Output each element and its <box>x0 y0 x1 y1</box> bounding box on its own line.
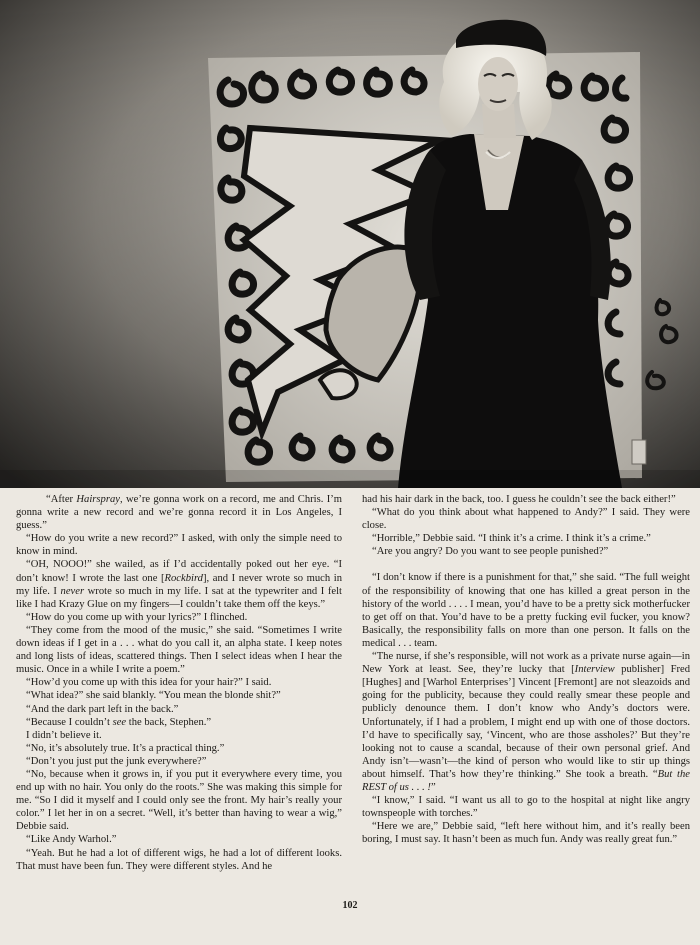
paragraph: “No, it’s absolutely true. It’s a practical thing.” <box>26 742 225 754</box>
paragraph: “After Hairspray, we’re gonna work on a record, me and Chris. I’m gonna write a new record and we’re gonna record it in Los Angeles, I guess.” <box>16 494 342 532</box>
paragraph: “Horrible,” Debbie said. “I think it’s a crime. I think it’s a crime.” <box>372 533 651 545</box>
paragraph: “The nurse, if she’s responsible, will not work as a private nurse again—in New York at least. See, they’re lucky that [Interview publisher] Fred [Hughes] and [Warhol Enterprises’] Vincent [Fremont] are not sleazoids and going for the publicity, because they could really smear these people and publicly denounce them. I don’t know who Andy’s doctors were. Unfortunately, if I had a problem, I might end up with one of those doctors. I’d have to specifically say, ‘Vincent, who are those assholes?’ But they’re looking not to cause a scandal, because of their own personal grief. And Andy isn’t—wasn’t—the kind of person who would like to stir up things about himself. That’s how they’re thinking.” She took a breath. “But the REST of us . . . !” <box>362 651 690 793</box>
paragraph: “What do you think about what happened to Andy?” I said. They were close. <box>362 507 690 532</box>
paragraph: “How’d you come up with this idea for your hair?” I said. <box>26 677 272 689</box>
paragraph: I didn’t believe it. <box>26 729 102 741</box>
paragraph: “And the dark part left in the back.” <box>26 703 179 715</box>
page-number: 102 <box>342 900 358 911</box>
paragraph: “Yeah. But he had a lot of different wigs, he had a lot of different looks. That must have been fun. They were different styles. And he <box>16 847 342 872</box>
italic-text: see <box>112 716 127 728</box>
paragraph: “How do you come up with your lyrics?” I flinched. <box>26 611 248 623</box>
paragraph: “OH, NOOO!” she wailed, as if I’d accidentally poked out her eye. “I don’t know! I wrote the last one [Rockbird], and I never wrote so much in my life. I never wrote so much in my life. I sat at the typewriter and I felt like I had Krazy Glue on my fingers—I couldn’t take them off the keys.” <box>16 559 342 610</box>
italic-text: But the REST of us . . . ! <box>362 768 690 793</box>
article-column-right <box>362 493 690 846</box>
italic-text: Hairspray <box>76 494 120 505</box>
italic-text: Interview <box>574 664 615 676</box>
paragraph: “Here we are,” Debbie said, “left here without him, and it’s really been boring, I must say. It hasn’t been as much fun. Andy was really great fun.” <box>362 821 690 846</box>
paragraph: “Don’t you just put the junk everywhere?” <box>26 755 207 767</box>
paragraph: “No, because when it grows in, if you put it everywhere every time, you end up with no hair. You only do the roots.” She was making this simple for me. “So I did it myself and I could only see the front. My hair’s really your color.” I let her in on a secret. “Well, it’s better than having to wear a wig,” Debbie said. <box>16 768 342 833</box>
paragraph: “How do you write a new record?” I asked, with only the simple need to know in mind. <box>16 533 342 558</box>
article-column-left <box>16 493 342 873</box>
paragraph: “What idea?” she said blankly. “You mean the blonde shit?” <box>26 690 281 702</box>
paragraph: “They come from the mood of the music,” she said. “Sometimes I write down ideas if I get in a . . . what do you call it, an alpha state. I keep notes and long lists of ideas, scattered things. Then I select ideas when I hear the music. Once in a while I write a poem.” <box>16 624 342 676</box>
italic-text: Rockbird <box>164 572 203 584</box>
paragraph: “Because I couldn’t see the back, Stephen.” <box>26 716 212 728</box>
paragraph: had his hair dark in the back, too. I guess he couldn’t see the back either!” <box>362 494 676 505</box>
italic-text: never <box>60 585 85 597</box>
paragraph: “I know,” I said. “I want us all to go to the hospital at night like angry townspeople with torches.” <box>362 795 690 820</box>
paragraph: “Like Andy Warhol.” <box>26 834 117 846</box>
paragraph: “I don’t know if there is a punishment for that,” she said. “The full weight of the responsibility of knowing that one has killed a great person in the history of the world . . . . I mean, you’d have to be a pretty sick motherfucker to get off on that. You’d have to be a pretty fucking evil fucker, you know? Basically, the responsibility falls on more than one person. It falls on the medical . . . team. <box>362 572 690 649</box>
paragraph: “Are you angry? Do you want to see people punished?” <box>372 546 609 558</box>
wall-outlet <box>632 440 646 464</box>
